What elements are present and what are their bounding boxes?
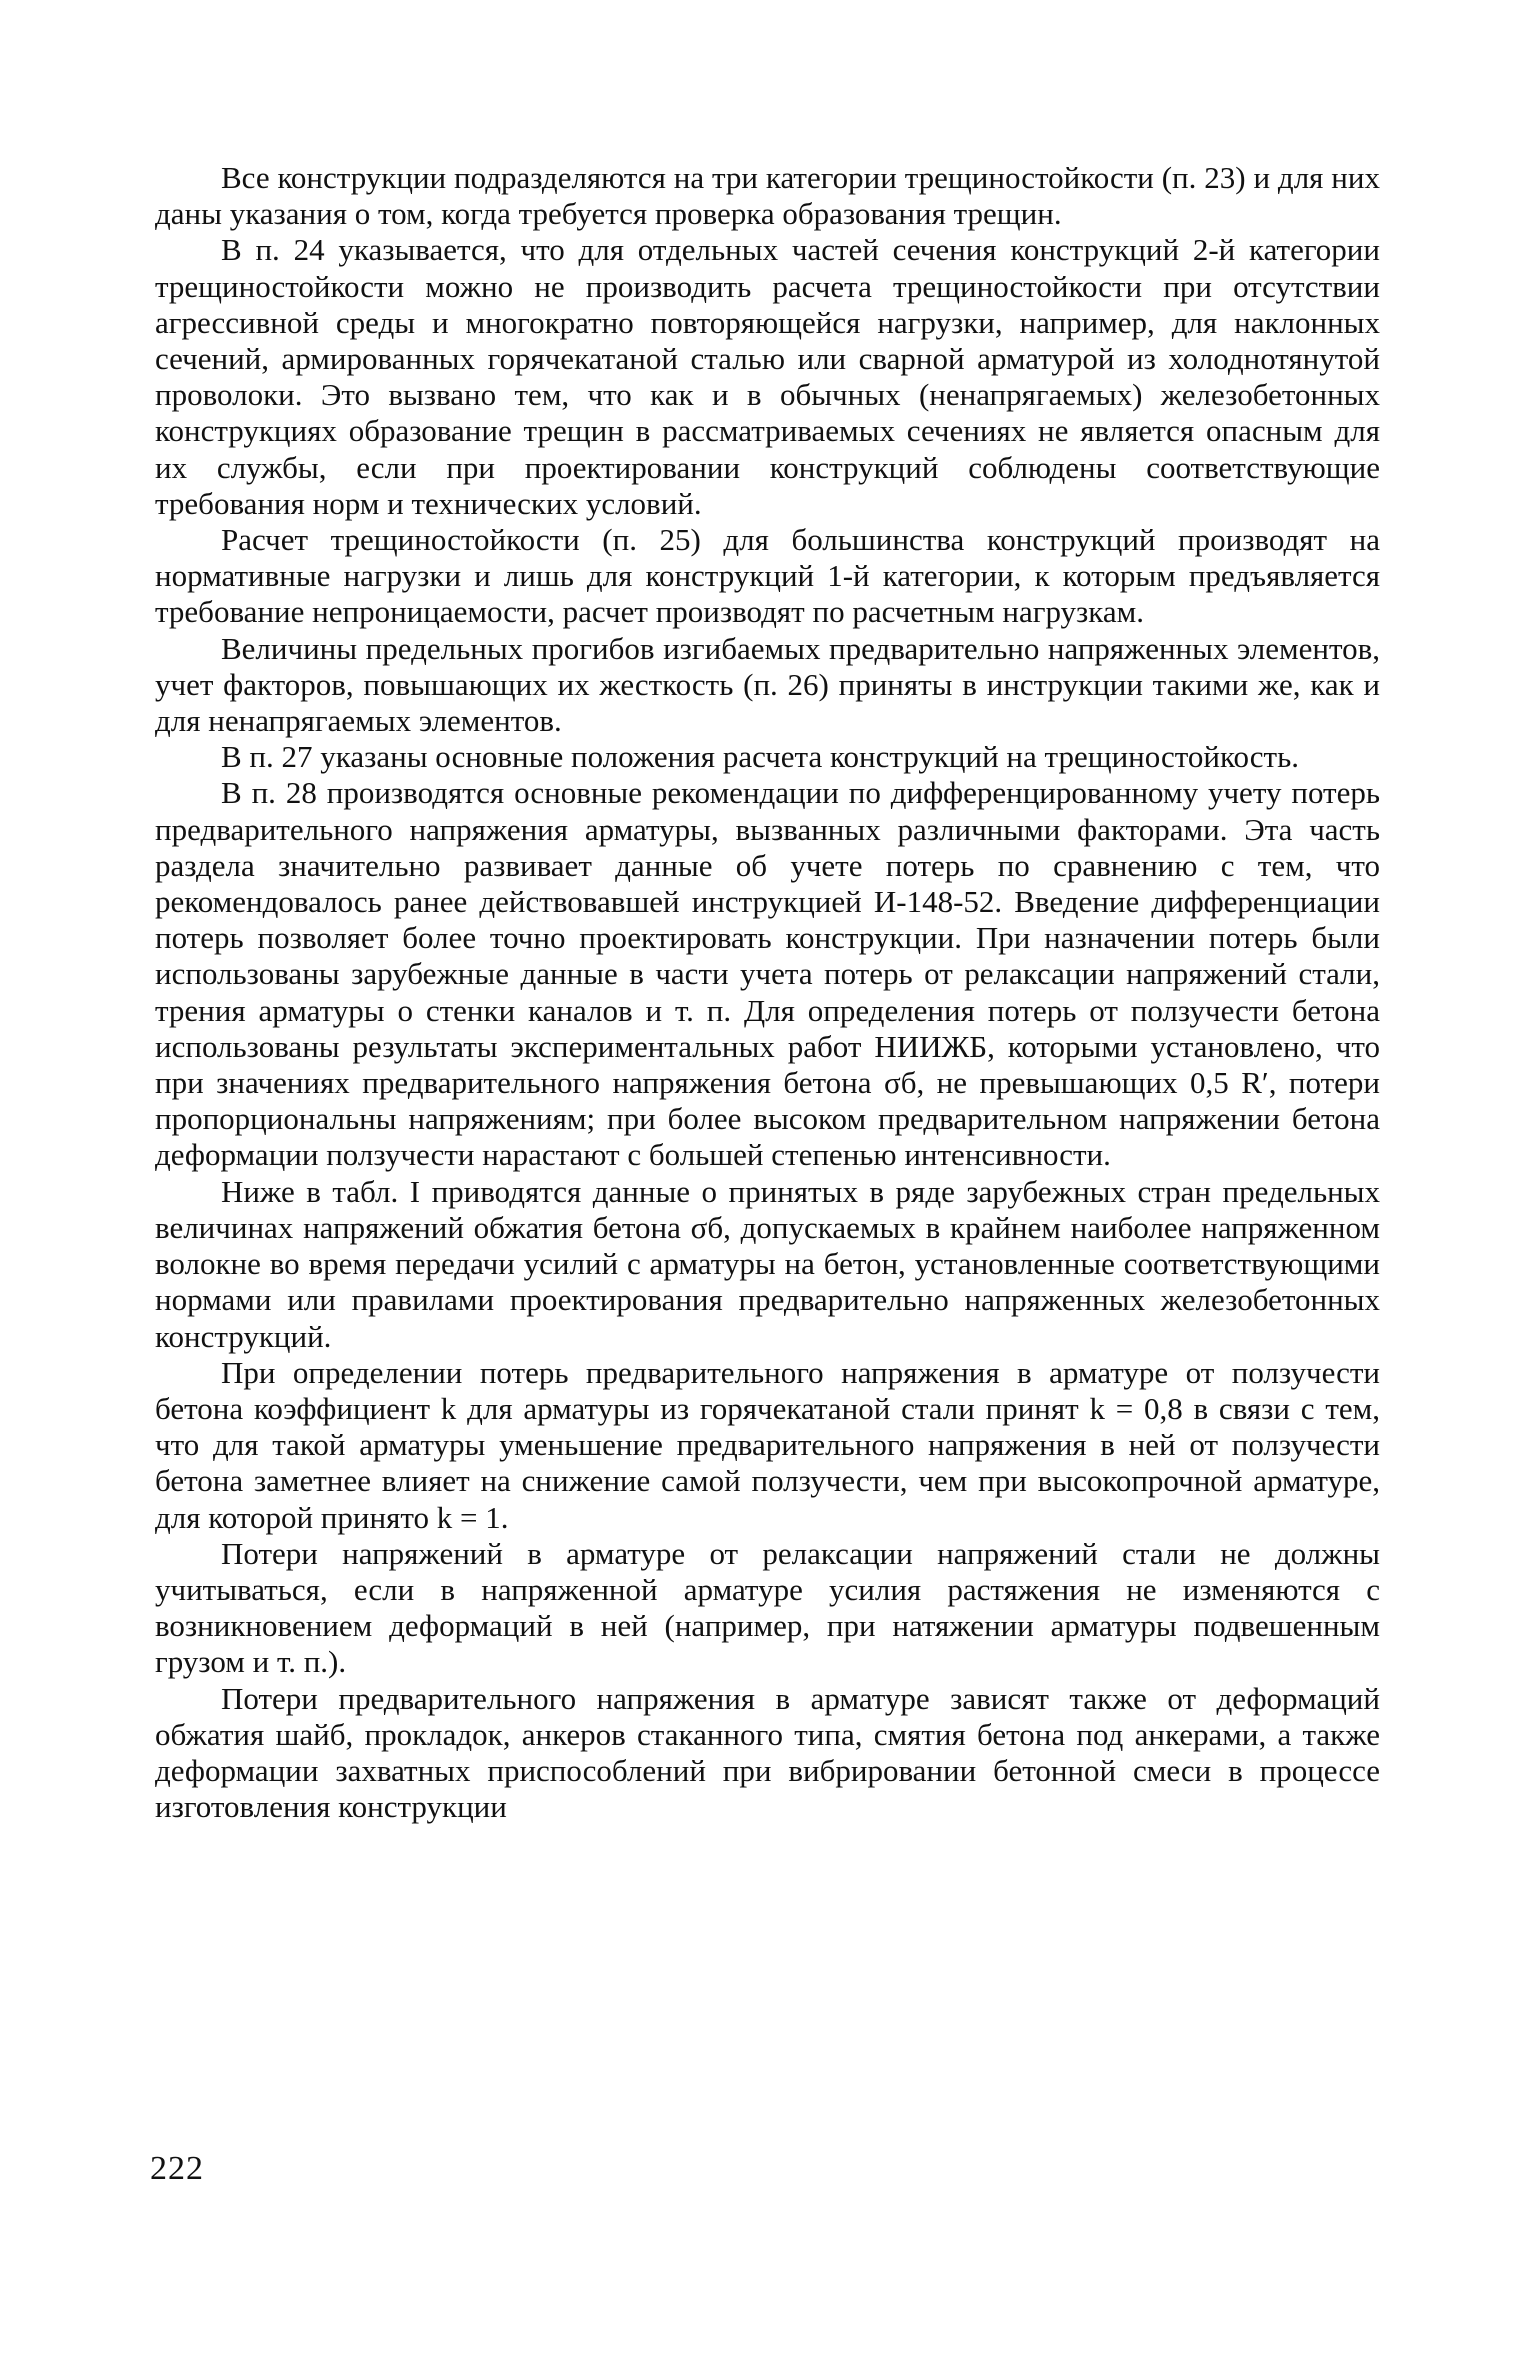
paragraph-3: Расчет трещиностойкости (п. 25) для большинства конструкций производят на нормативные нагрузки и лишь для конструкций 1-й категории, к которым предъявляется требование непроницаемости, расчет производят по расчетным нагрузкам.	[155, 522, 1380, 630]
paragraph-8: При определении потерь предварительного напряжения в арматуре от ползучести бетона коэффициент k для арматуры из горячекатаной стали принят k = 0,8 в связи с тем, что для такой арматуры уменьшение предварительного напряжения в ней от ползучести бетона заметнее влияет на снижение самой ползучести, чем при высокопрочной арматуре, для которой принято k = 1.	[155, 1354, 1380, 1535]
page-number: 222	[150, 2150, 204, 2187]
paragraph-10: Потери предварительного напряжения в арматуре зависят также от деформаций обжатия шайб, прокладок, анкеров стаканного типа, смятия бетона под анкерами, а также деформации захватных приспособлений при вибрировании бетонной смеси в процессе изготовления конструкции	[155, 1680, 1380, 1825]
paragraph-6: В п. 28 производятся основные рекомендации по дифференцированному учету потерь предварительного напряжения арматуры, вызванных различными факторами. Эта часть раздела значительно развивает данные об учете потерь по сравнению с тем, что рекомендовалось ранее действовавшей инструкцией И-148-52. Введение дифференциации потерь позволяет более точно проектировать конструкции. При назначении потерь были использованы зарубежные данные в части учета потерь от релаксации напряжений стали, трения арматуры о стенки каналов и т. п. Для определения потерь от ползучести бетона использованы результаты экспериментальных работ НИИЖБ, которыми установлено, что при значениях предварительного напряжения бетона σб, не превышающих 0,5 R′, потери пропорциональны напряжениям; при более высоком предварительном напряжении бетона деформации ползучести нарастают с большей степенью интенсивности.	[155, 775, 1380, 1173]
paragraph-7: Ниже в табл. I приводятся данные о принятых в ряде зарубежных стран предельных величинах напряжений обжатия бетона σб, допускаемых в крайнем наиболее напряженном волокне во время передачи усилий с арматуры на бетон, установленные соответствующими нормами или правилами проектирования предварительно напряженных железобетонных конструкций.	[155, 1173, 1380, 1354]
page-text-block	[155, 160, 1380, 1825]
paragraph-1: Все конструкции подразделяются на три категории трещиностойкости (п. 23) и для них даны указания о том, когда требуется проверка образования трещин.	[155, 160, 1380, 232]
paragraph-9: Потери напряжений в арматуре от релаксации напряжений стали не должны учитываться, если в напряженной арматуре усилия растяжения не изменяются с возникновением деформаций в ней (например, при натяжении арматуры подвешенным грузом и т. п.).	[155, 1535, 1380, 1680]
paragraph-5: В п. 27 указаны основные положения расчета конструкций на трещиностойкость.	[221, 739, 1299, 775]
paragraph-2: В п. 24 указывается, что для отдельных частей сечения конструкций 2-й категории трещиностойкости можно не производить расчета трещиностойкости при отсутствии агрессивной среды и многократно повторяющейся нагрузки, например, для наклонных сечений, армированных горячекатаной сталью или сварной арматурой из холоднотянутой проволоки. Это вызвано тем, что как и в обычных (ненапрягаемых) железобетонных конструкциях образование трещин в рассматриваемых сечениях не является опасным для их службы, если при проектировании конструкций соблюдены соответствующие требования норм и технических условий.	[155, 232, 1380, 521]
paragraph-4: Величины предельных прогибов изгибаемых предварительно напряженных элементов, учет факторов, повышающих их жесткость (п. 26) приняты в инструкции такими же, как и для ненапрягаемых элементов.	[155, 630, 1380, 739]
